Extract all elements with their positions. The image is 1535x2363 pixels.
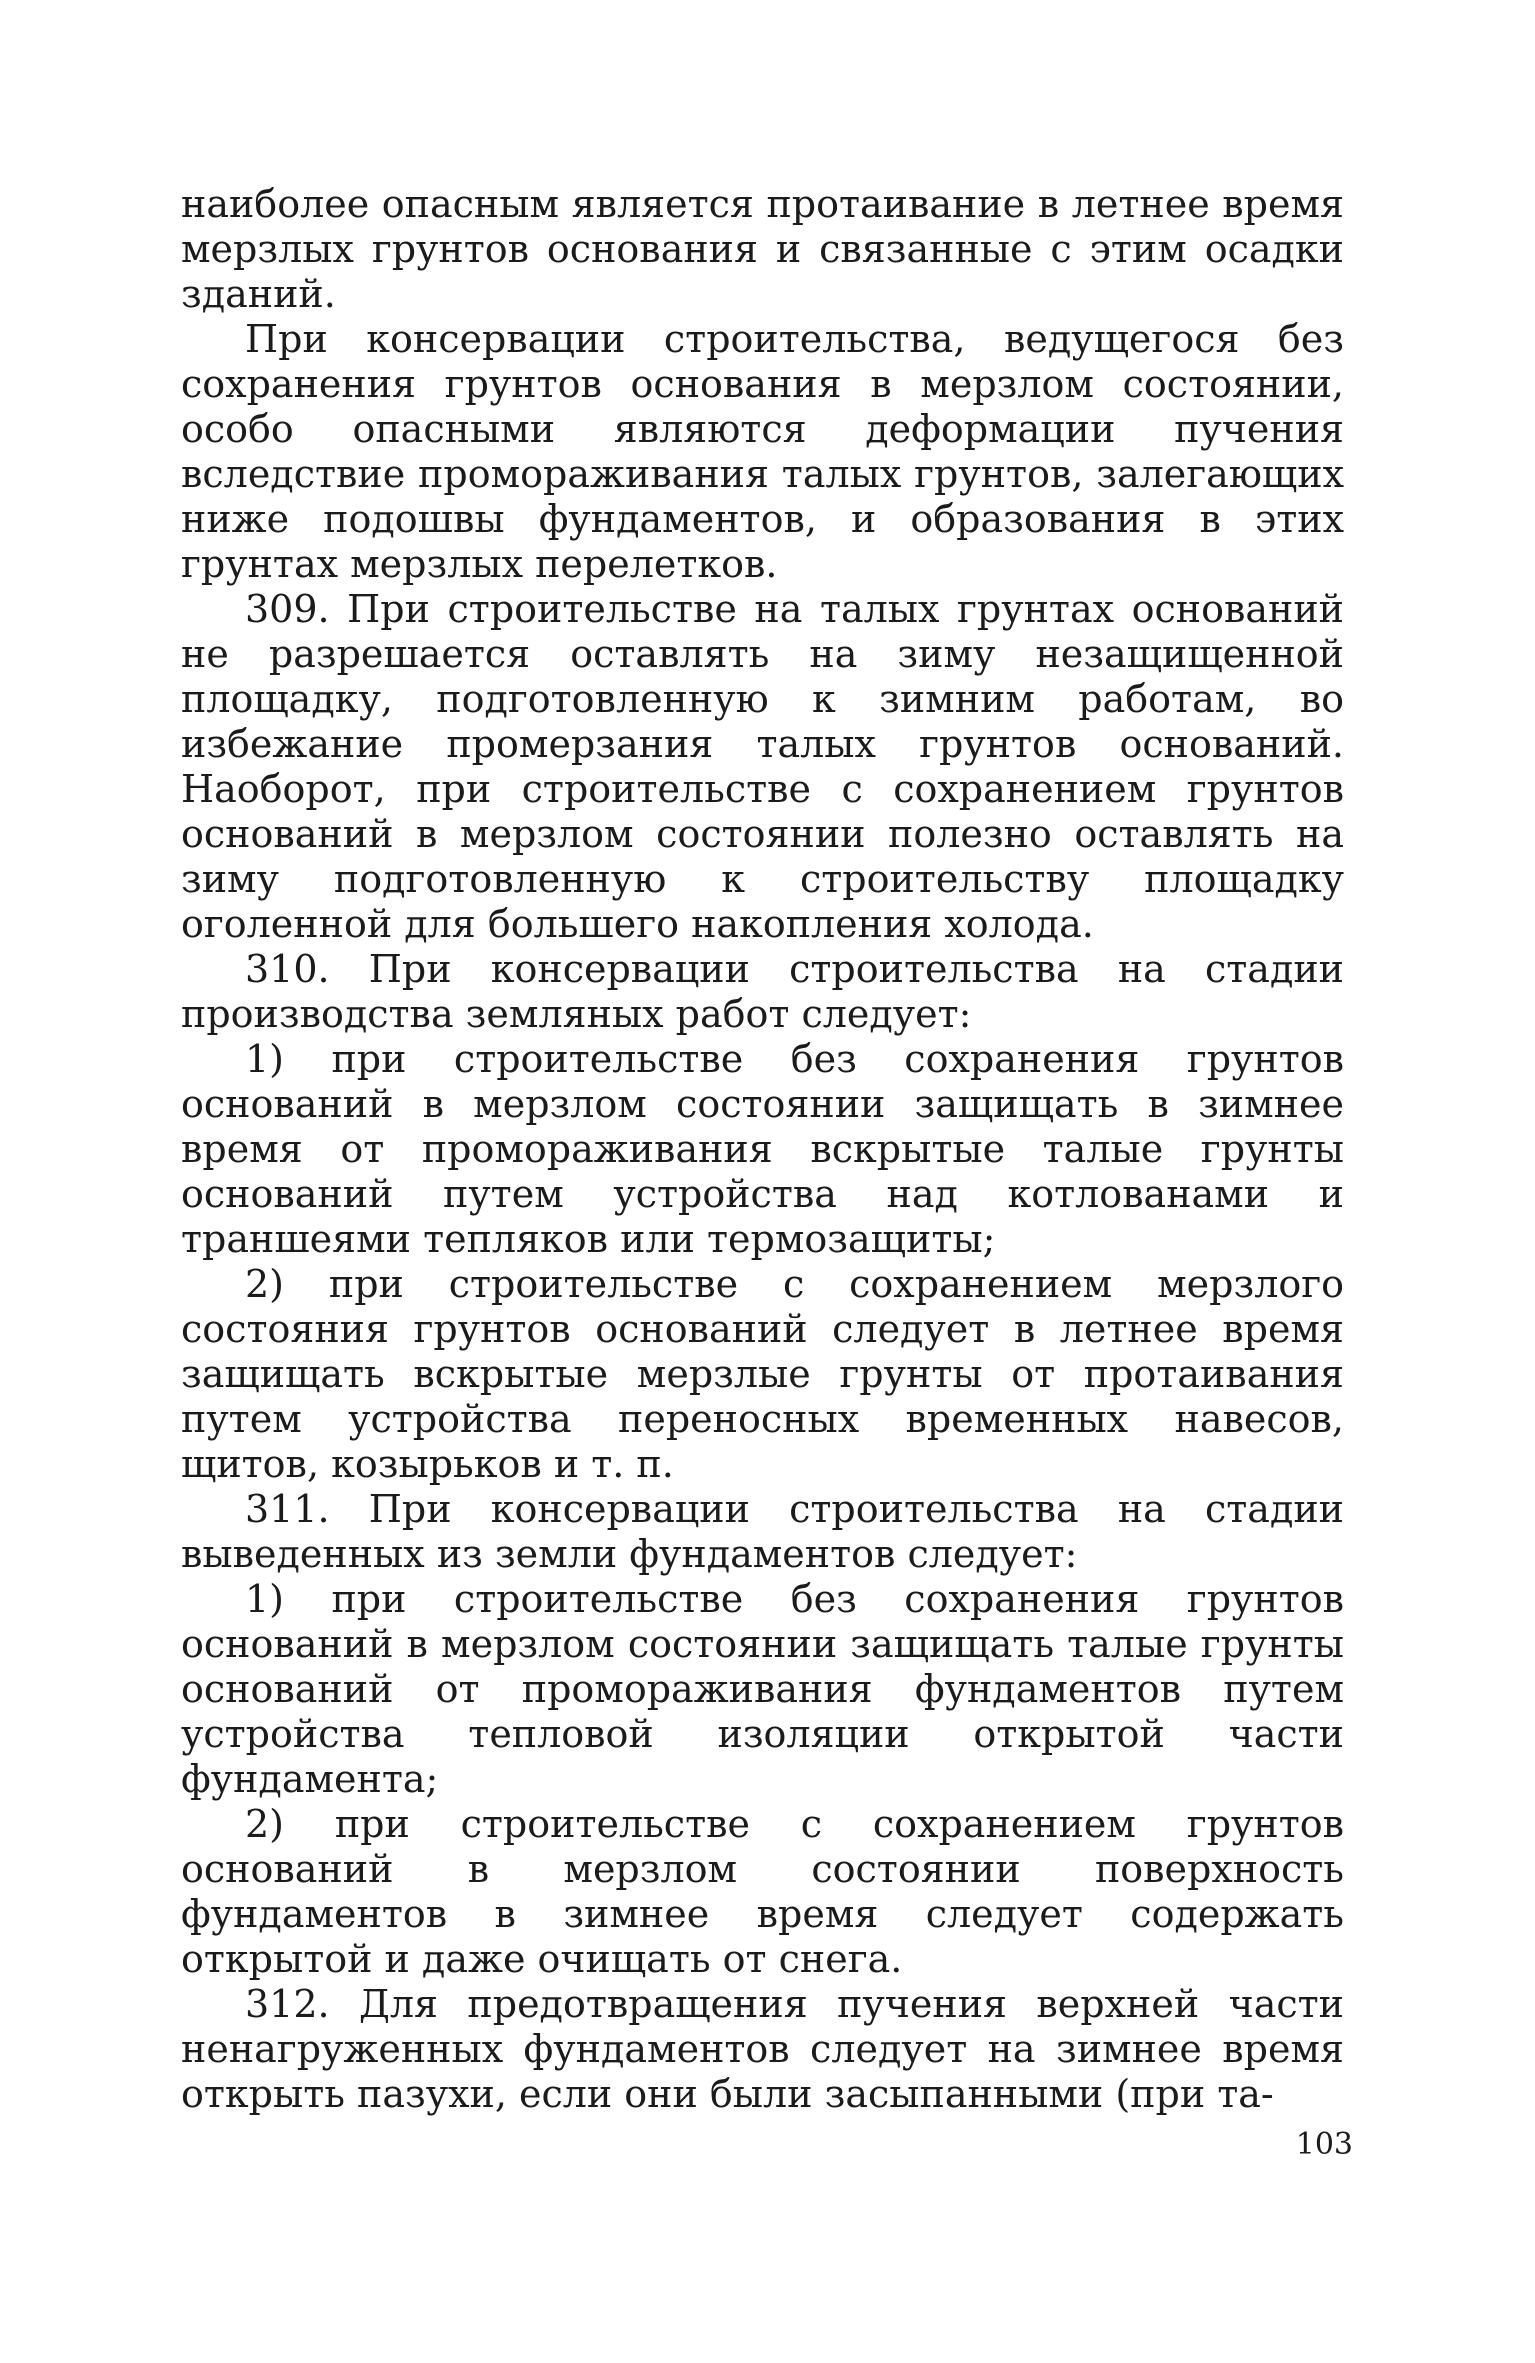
list-item-310-1: 1) при строительстве без сохранения грунтов оснований в мерзлом состоянии защищать в зимнее время от промораживания вскрытые талые грунты оснований путем устройства над котлованами и траншеями тепляков или термозащиты; bbox=[181, 1037, 1344, 1261]
paragraph-309: 309. При строительстве на талых грунтах оснований не разрешается оставлять на зиму незащищенной площадку, подготовленную к зимним работам, во избежание промерзания талых грунтов оснований. Наоборот, при строительстве с сохранением грунтов оснований в мерзлом состоянии полезно оставлять на зиму подготовленную к строительству площадку оголенной для большего накопления холода. bbox=[181, 587, 1344, 946]
list-item-311-2: 2) при строительстве с сохранением грунтов оснований в мерзлом состоянии поверхность фундаментов в зимнее время следует содержать открытой и даже очищать от снега. bbox=[181, 1802, 1344, 1981]
paragraph-312: 312. Для предотвращения пучения верхней части ненагруженных фундаментов следует на зимнее время открыть пазухи, если они были засыпанными (при та- bbox=[181, 1982, 1344, 2116]
list-item-310-2: 2) при строительстве с сохранением мерзлого состояния грунтов оснований следует в летнее время защищать вскрытые мерзлые грунты от протаивания путем устройства переносных временных навесов, щитов, козырьков и т. п. bbox=[181, 1262, 1344, 1486]
list-item-311-1: 1) при строительстве без сохранения грунтов оснований в мерзлом состоянии защищать талые грунты оснований от промораживания фундаментов путем устройства тепловой изоляции открытой части фундамента; bbox=[181, 1577, 1344, 1801]
page-number: 103 bbox=[1295, 2127, 1353, 2162]
paragraph-310: 310. При консервации строительства на стадии производства земляных работ следует: bbox=[181, 947, 1344, 1036]
page-body bbox=[181, 182, 1344, 2192]
paragraph-conservation-intro: При консервации строительства, ведущегося без сохранения грунтов основания в мерзлом состоянии, особо опасными являются деформации пучения вследствие промораживания талых грунтов, залегающих ниже подошвы фундаментов, и образования в этих грунтах мерзлых перелетков. bbox=[181, 317, 1344, 586]
paragraph-311: 311. При консервации строительства на стадии выведенных из земли фундаментов следует: bbox=[181, 1487, 1344, 1576]
paragraph-continuation: наиболее опасным является протаивание в летнее время мерзлых грунтов основания и связанные с этим осадки зданий. bbox=[181, 182, 1344, 316]
